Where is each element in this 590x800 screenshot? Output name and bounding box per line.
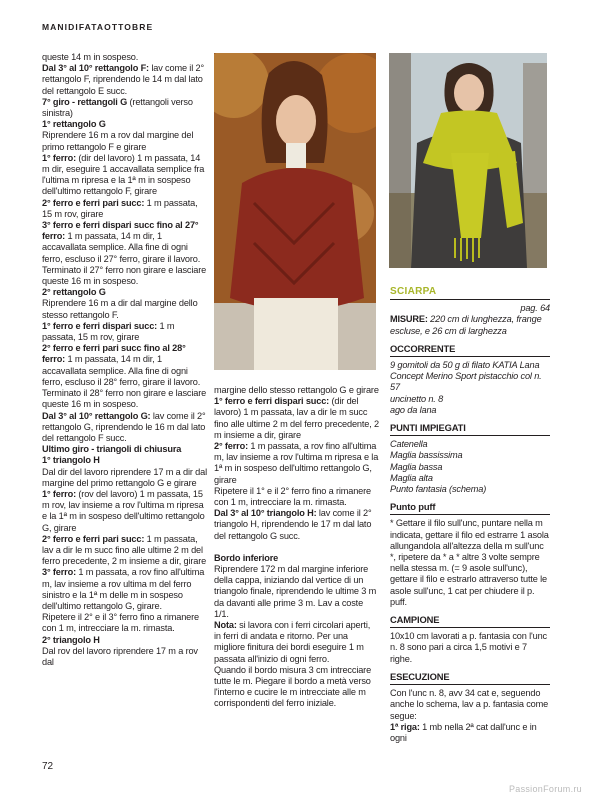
subheading: Bordo inferiore	[214, 552, 279, 563]
instruction-label: 1° ferro:	[42, 488, 76, 499]
instruction-label: Dal 3° al 10° triangolo H:	[214, 508, 317, 519]
instruction	[42, 97, 207, 119]
punti-list	[390, 439, 550, 495]
divider	[390, 299, 550, 300]
instruction-label: 3° ferro e ferri dispari succ fino al 27° ferro:	[42, 220, 199, 242]
riga-text: 1 mb nella 2ª cat dall'unc e in ogni	[390, 721, 537, 743]
paragraph: Terminato il 27° ferro non girare e lasciare queste 16 m in sospeso.	[42, 264, 207, 287]
page-number: 72	[42, 761, 54, 772]
instruction	[214, 441, 379, 486]
instruction-text: lav come il 2° rettangolo G, riprendendo le 16 m dal lato del rettangolo F succ.	[42, 410, 206, 443]
paragraph: Riprendere 16 m a dir dal margine dello stesso rettangolo F.	[42, 298, 198, 320]
photo-scarf-model	[389, 53, 547, 268]
list-item: Maglia bassissima	[390, 450, 463, 461]
instruction-label: 2° ferro e ferri pari succ:	[42, 533, 145, 544]
instruction-label: Nota:	[214, 620, 237, 631]
section-title-sciarpa: SCIARPA	[390, 286, 437, 297]
cape-model-illustration	[214, 53, 376, 370]
instruction-text: (dir del lavoro) 1 m passata, 14 m dir, eseguire 1 accavallata semplice fra l'ultima m ripresa e la 1ª m in sospeso dell'ultimo rettangolo F, girare	[42, 152, 205, 197]
paragraph: Dal rov del lavoro riprendere 17 m a rov dal	[42, 645, 198, 667]
misure-label: MISURE:	[390, 314, 428, 325]
instruction-text: (dir del lavoro) 1 m passata, lav a dir le m succ fino alle ultime 2 m del ferro precedente, 2 m insieme a dir, girare	[214, 396, 379, 440]
instruction-text: si lavora con i ferri circolari aperti, in ferri di andata e ritorno. Per una migliore finitura dei bordi eseguire 1 m passata all'inizio di ogni ferro.	[214, 620, 371, 664]
paragraph: Ripetere il 2° e il 3° ferro fino a rimanere con 1 m, intrecciare la m. rimasta.	[42, 612, 200, 634]
page-reference: pag. 64	[520, 303, 550, 314]
instruction-text: 1 m passata, 14 m dir, 1 accavallata semplice. Alla fine di ogni ferro, escluso il 28° ferro, girare il lavoro.	[42, 354, 201, 387]
scarf-model-illustration	[389, 53, 547, 268]
riga-1	[390, 722, 550, 744]
list-item: Maglia alta	[390, 472, 433, 483]
puff-text: * Gettare il filo sull'unc, puntare nella m indicata, gettare il filo ed estrarre 1 asola allungandola all'altezza della m sull'unc *, ripetere da * a * altre 3 volte sempre nella stessa m. (= 9 asole sull'unc), gettare il filo e estrarlo attraverso tutte le asole sull'unc, 1 cat per chiudere il p. puff.	[390, 518, 549, 607]
paragraph: Riprendere 172 m dal margine inferiore della cappa, iniziando dal vertice di un triangolo finale, riprendendo le ultime 3 m da davanti alle prime 3 m. Lav a coste 1/1.	[214, 564, 377, 619]
list-item: uncinetto n. 8	[390, 393, 444, 404]
divider	[390, 684, 550, 685]
instruction-label: 1° ferro:	[42, 152, 76, 163]
divider	[390, 627, 550, 628]
misure-text: 220 cm di lunghezza, frange escluse, e 26 cm di larghezza	[390, 314, 542, 336]
occorrente-title: OCCORRENTE	[390, 342, 456, 354]
instruction-text: 1 m passata, 15 m rov, girare	[42, 197, 198, 219]
instruction-label: 1° ferro e ferri dispari succ:	[214, 396, 330, 407]
instruction-text: 1 m passata, lav a dir le m succ fino alle ultime 2 m del ferro precedente, 2 m insieme a dir, girare	[42, 533, 207, 567]
subheading: 1° triangolo H	[42, 455, 100, 466]
paragraph: Ripetere il 1° e il 2° ferro fino a rimanere con 1 m, intrecciare la m. rimasta.	[214, 485, 372, 508]
instruction-label: 7° giro - rettangoli G	[42, 96, 128, 107]
punti-title: PUNTI IMPIEGATI	[390, 422, 466, 434]
subheading: 1° rettangolo G	[42, 119, 106, 130]
instruction	[42, 220, 207, 265]
instruction	[42, 411, 207, 445]
riga-label: 1ª riga:	[390, 721, 420, 732]
instruction-text: 1 m passata, 14 m dir, 1 accavallata semplice. Alla fine di ogni ferro, escluso il 27° ferro, girare il lavoro.	[42, 231, 201, 264]
instruction-label: 3° ferro:	[42, 567, 76, 578]
list-item: ago da lana	[390, 404, 437, 415]
instruction	[42, 534, 207, 568]
campione-text: 10x10 cm lavorati a p. fantasia con l'unc n. 8 sono pari a circa 1,5 motivi e 7 righe.	[390, 631, 547, 664]
puff-title: Punto puff	[390, 501, 436, 513]
instruction-text: 1 m passata, 15 m rov, girare	[42, 320, 175, 343]
esecuzione-text: Con l'unc n. 8, avv 34 cat e, seguendo anche lo schema, lav a p. fantasia come segue:	[390, 688, 549, 721]
instruction-text: (rov del lavoro) 1 m passata, 15 m rov, lav insieme a rov l'ultima m ripresa e la 1ª m in sospeso dell'ultimo rettangolo G, girare	[42, 488, 205, 533]
magazine-header: MANIDIFATAOTTOBRE	[42, 22, 154, 32]
campione-title: CAMPIONE	[390, 614, 440, 626]
instruction	[214, 396, 379, 441]
divider	[390, 356, 550, 357]
list-item: 9 gomitoli da 50 g di filato KATIA Lana Concept Merino Sport pistacchio col n. 57	[390, 360, 542, 393]
instruction-label: Dal 3° al 10° rettangolo G:	[42, 410, 151, 421]
instruction	[42, 321, 207, 343]
subheading: Ultimo giro - triangoli di chiusura	[42, 444, 182, 455]
paragraph: Dal dir del lavoro riprendere 17 m a dir dal margine del primo rettangolo G e girare	[42, 466, 207, 488]
instruction	[214, 508, 379, 542]
instruction-text: (rettangoli verso sinistra)	[42, 96, 193, 119]
instruction	[42, 153, 207, 198]
instruction-label: 2° ferro e ferri pari succ:	[42, 197, 145, 208]
instruction-text: lav come il 2° triangolo H, riprendendo le 17 m dal lato del rettangolo G succ.	[214, 508, 372, 541]
instruction-label: 2° ferro e ferri pari succ fino al 28° ferro:	[42, 343, 186, 365]
column-left	[42, 52, 207, 668]
instruction-label: Dal 3° al 10° rettangolo F:	[42, 63, 149, 74]
instruction-label: 2° ferro:	[214, 441, 248, 452]
list-item: Punto fantasia (schema)	[390, 484, 487, 495]
instruction-text: lav come il 2° rettangolo F, riprendendo le 14 m dal lato del rettangolo E succ.	[42, 63, 204, 96]
spacer	[214, 542, 379, 553]
instruction-text: 1 m passata, a rov fino all'ultima m, lav insieme a rov ultima m del ferro sinistro e la 1ª m delle m in sospeso dell'ultimo rettangolo G, girare.	[42, 567, 205, 611]
misure	[390, 314, 550, 336]
instruction	[42, 63, 207, 97]
list-item: Catenella	[390, 439, 428, 450]
paragraph: margine dello stesso rettangolo G e girare	[214, 385, 379, 395]
esecuzione-title: ESECUZIONE	[390, 670, 450, 682]
column-middle	[214, 385, 379, 710]
paragraph: Riprendere 16 m a rov dal margine del primo rettangolo F e girare	[42, 130, 194, 152]
paragraph: Terminato il 28° ferro non girare e lasciare queste 16 m in sospeso.	[42, 388, 207, 410]
paragraph: queste 14 m in sospeso.	[42, 52, 139, 62]
instruction	[42, 489, 207, 534]
photo-cape-model	[214, 53, 376, 370]
occorrente-list	[390, 360, 550, 416]
instruction-label: 1° ferro e ferri dispari succ:	[42, 320, 158, 331]
divider	[390, 514, 550, 515]
divider	[390, 435, 550, 436]
subheading: 2° rettangolo G	[42, 287, 106, 298]
instruction	[42, 343, 207, 388]
watermark: PassionForum.ru	[508, 784, 582, 794]
paragraph: Quando il bordo misura 3 cm intrecciare tutte le m. Piegare il bordo a metà verso l'interno e cucire le m intrecciate alle m corrispondenti del ferro iniziale.	[214, 664, 372, 709]
instruction	[42, 198, 207, 220]
subheading: 2° triangolo H	[42, 634, 100, 645]
list-item: Maglia bassa	[390, 461, 443, 472]
instruction	[42, 567, 207, 612]
instruction	[214, 620, 379, 665]
instruction-text: 1 m passata, a rov fino all'ultima m, lav insieme a rov l'ultima m ripresa e la 1ª m in sospeso dell'ultimo rettangolo G, girare	[214, 441, 379, 485]
column-right-sciarpa	[390, 286, 550, 744]
